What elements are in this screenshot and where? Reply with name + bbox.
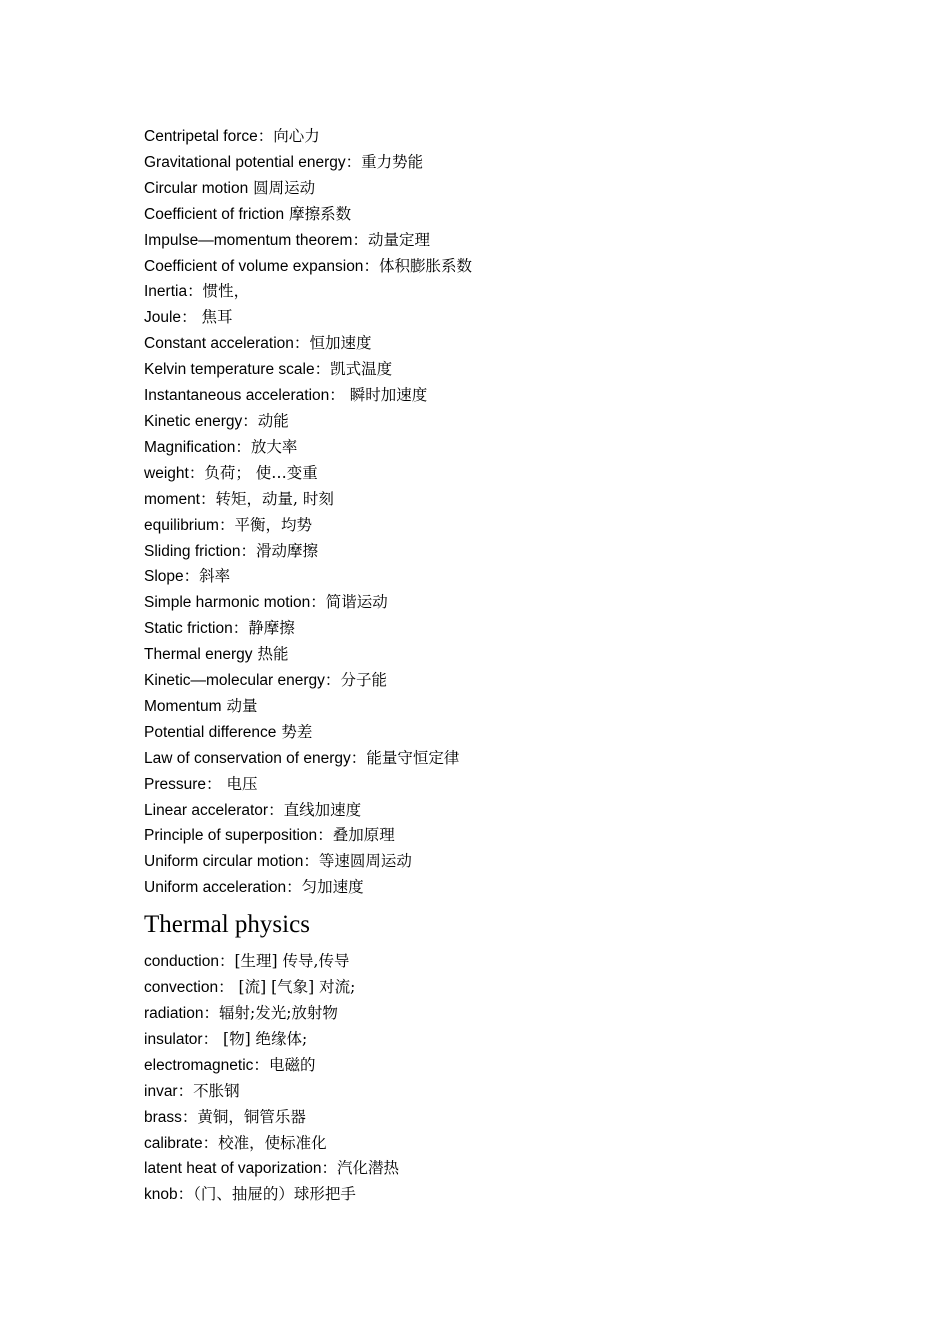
- term-chinese: 等速圆周运动: [318, 852, 412, 871]
- term-separator: ：: [181, 1107, 198, 1126]
- term-chinese: 恒加速度: [309, 334, 372, 353]
- term-line: [144, 720, 474, 746]
- term-chinese: 负荷； 使…变重: [204, 463, 318, 482]
- term-chinese: 匀加速度: [301, 878, 364, 897]
- term-english: Law of conservation of energy: [144, 749, 351, 767]
- term-english: radiation: [144, 1005, 204, 1022]
- term-chinese: 滑动摩擦: [256, 541, 319, 560]
- term-english: Magnification: [144, 438, 236, 456]
- term-english: convection: [144, 979, 219, 997]
- term-line: [144, 798, 474, 824]
- term-separator: ：: [218, 978, 234, 997]
- term-chinese: [物] 绝缘体;: [218, 1029, 308, 1048]
- term-chinese: 瞬时加速度: [344, 386, 428, 405]
- term-separator: ：: [321, 1159, 338, 1178]
- term-chinese: 电磁的: [268, 1055, 316, 1074]
- term-line: [144, 228, 474, 254]
- term-line: [144, 513, 474, 539]
- term-separator: ：: [203, 1004, 219, 1022]
- term-chinese: 不胀钢: [193, 1081, 240, 1100]
- term-separator: ：: [240, 541, 257, 560]
- term-chinese: 热能: [257, 645, 289, 664]
- term-separator: ：: [314, 360, 331, 379]
- term-line: [144, 409, 474, 435]
- term-english: Circular motion: [144, 179, 249, 197]
- term-separator: ：: [183, 567, 200, 586]
- term-chinese: 圆周运动: [253, 178, 316, 197]
- term-separator: ：: [218, 515, 235, 534]
- term-separator: ：: [350, 748, 367, 767]
- term-separator: ：: [235, 437, 251, 456]
- term-separator: ：: [242, 411, 258, 430]
- term-english: Simple harmonic motion: [144, 594, 311, 612]
- term-english: Coefficient of volume expansion: [144, 257, 364, 275]
- term-chinese: 黄铜，铜管乐器: [197, 1107, 306, 1126]
- term-chinese: 动量定理: [367, 230, 430, 249]
- term-separator: ：: [202, 1133, 219, 1152]
- term-chinese: 静摩擦: [248, 619, 295, 638]
- term-chinese: 转矩，动量, 时刻: [215, 489, 334, 508]
- term-chinese: 分子能: [340, 671, 387, 690]
- term-chinese: 焦耳: [196, 308, 233, 327]
- term-english: Sliding friction: [144, 542, 241, 560]
- term-chinese: 体积膨胀系数: [378, 256, 472, 275]
- thermal-term-list: [144, 949, 474, 1208]
- term-line: [144, 772, 474, 798]
- term-line: [144, 642, 474, 668]
- term-separator: ：: [206, 774, 222, 793]
- term-chinese: 放大率: [250, 437, 298, 456]
- term-english: Instantaneous acceleration: [144, 387, 330, 405]
- term-separator: ：: [177, 1081, 194, 1100]
- term-english: weight: [144, 464, 189, 482]
- term-line: [144, 694, 474, 720]
- term-separator: ：: [293, 334, 310, 353]
- term-line: [144, 202, 474, 228]
- term-line: [144, 305, 474, 331]
- term-english: Slope: [144, 568, 184, 586]
- term-line: [144, 435, 474, 461]
- term-line: [144, 849, 474, 875]
- term-separator: ：: [253, 1055, 269, 1074]
- term-line: [144, 564, 474, 590]
- term-english: Coefficient of friction: [144, 205, 285, 223]
- term-line: [144, 1027, 474, 1053]
- term-line: [144, 1182, 474, 1208]
- term-separator: ：: [187, 282, 203, 301]
- term-english: moment: [144, 490, 200, 508]
- term-english: Uniform circular motion: [144, 853, 304, 871]
- term-line: [144, 176, 474, 202]
- term-separator: ：: [188, 463, 205, 482]
- term-chinese: 重力势能: [361, 152, 424, 171]
- term-english: Uniform acceleration: [144, 879, 287, 897]
- term-english: brass: [144, 1108, 182, 1126]
- term-line: [144, 357, 474, 383]
- section-heading: Thermal physics: [144, 911, 310, 939]
- term-separator: ：: [329, 386, 345, 405]
- term-chinese: 摩擦系数: [289, 204, 352, 223]
- term-chinese: 凯式温度: [330, 360, 393, 379]
- term-chinese: [流] [气象] 对流;: [233, 978, 356, 997]
- term-english: Constant acceleration: [144, 335, 294, 353]
- term-chinese: 校准，使标准化: [218, 1133, 327, 1152]
- term-chinese: 能量守恒定律: [366, 748, 460, 767]
- term-english: Centripetal force: [144, 128, 258, 145]
- term-chinese: 直线加速度: [283, 800, 362, 819]
- term-line: [144, 746, 474, 772]
- term-english: conduction: [144, 953, 219, 971]
- term-english: latent heat of vaporization: [144, 1160, 322, 1178]
- term-english: Kinetic energy: [144, 412, 243, 430]
- term-line: [144, 1079, 474, 1105]
- term-english: Momentum: [144, 697, 222, 715]
- term-line: [144, 150, 474, 176]
- term-chinese: [生理] 传导,传导: [234, 952, 350, 971]
- term-line: [144, 1105, 474, 1131]
- term-chinese: 向心力: [273, 127, 320, 145]
- term-separator: ：: [232, 619, 249, 638]
- term-line: [144, 487, 474, 513]
- term-english: Impulse—momentum theorem: [144, 231, 353, 249]
- mechanics-term-list: [144, 124, 474, 901]
- term-chinese: 动量: [226, 696, 258, 715]
- term-line: [144, 975, 474, 1001]
- term-chinese: 简谐运动: [325, 593, 388, 612]
- term-chinese: 汽化潜热: [337, 1159, 400, 1178]
- term-chinese: 电压: [221, 774, 258, 793]
- term-line: [144, 1001, 474, 1027]
- term-line: [144, 461, 474, 487]
- term-line: [144, 331, 474, 357]
- term-line: [144, 383, 474, 409]
- term-chinese: 动能: [257, 411, 289, 430]
- term-line: [144, 875, 474, 901]
- term-english: Potential difference: [144, 723, 277, 741]
- term-english: Linear accelerator: [144, 801, 269, 819]
- term-line: [144, 124, 474, 150]
- term-english: Pressure: [144, 775, 207, 793]
- term-line: [144, 616, 474, 642]
- term-separator: ：: [200, 489, 216, 508]
- term-english: calibrate: [144, 1134, 203, 1152]
- term-separator: ：: [317, 826, 333, 845]
- term-english: Principle of superposition: [144, 827, 318, 845]
- term-line: [144, 539, 474, 565]
- term-english: Kinetic—molecular energy: [144, 672, 325, 690]
- term-chinese: 叠加原理: [332, 826, 395, 845]
- term-separator: ：: [345, 152, 362, 171]
- term-separator: ：: [218, 952, 235, 971]
- term-chinese: 惯性，: [202, 282, 250, 301]
- term-line: [144, 1131, 474, 1157]
- term-line: [144, 254, 474, 280]
- term-chinese: 斜率: [199, 567, 231, 586]
- term-chinese: （门、抽屉的）球形把手: [193, 1185, 356, 1204]
- term-chinese: 辐射;发光;放射物: [218, 1004, 338, 1022]
- term-english: equilibrium: [144, 516, 219, 534]
- term-separator: ：: [268, 800, 284, 819]
- term-separator: ：: [363, 256, 379, 275]
- term-separator: ：: [286, 878, 302, 897]
- term-english: insulator: [144, 1030, 203, 1048]
- term-separator: ：: [202, 1029, 219, 1048]
- term-line: [144, 279, 474, 305]
- term-line: [144, 668, 474, 694]
- term-english: Inertia: [144, 283, 188, 301]
- term-line: [144, 1156, 474, 1182]
- term-chinese: 平衡，均势: [234, 515, 312, 534]
- term-separator: ：: [324, 671, 341, 690]
- term-line: [144, 949, 474, 975]
- term-separator: ：: [181, 308, 197, 327]
- term-english: Gravitational potential energy: [144, 153, 346, 171]
- term-separator: ：: [303, 852, 319, 871]
- term-english: Static friction: [144, 620, 233, 638]
- document-page: [144, 124, 474, 1208]
- term-line: [144, 1053, 474, 1079]
- term-separator: ：: [352, 230, 368, 249]
- term-chinese: 势差: [281, 722, 313, 741]
- term-line: [144, 590, 474, 616]
- term-english: invar: [144, 1082, 178, 1100]
- term-english: Kelvin temperature scale: [144, 361, 315, 379]
- term-english: electromagnetic: [144, 1056, 254, 1074]
- term-separator: ：: [310, 593, 326, 612]
- term-separator: ：: [177, 1185, 194, 1204]
- term-english: knob: [144, 1186, 178, 1204]
- term-english: Thermal energy: [144, 646, 253, 664]
- term-english: Joule: [144, 309, 182, 327]
- term-separator: ：: [257, 127, 274, 145]
- term-line: [144, 823, 474, 849]
